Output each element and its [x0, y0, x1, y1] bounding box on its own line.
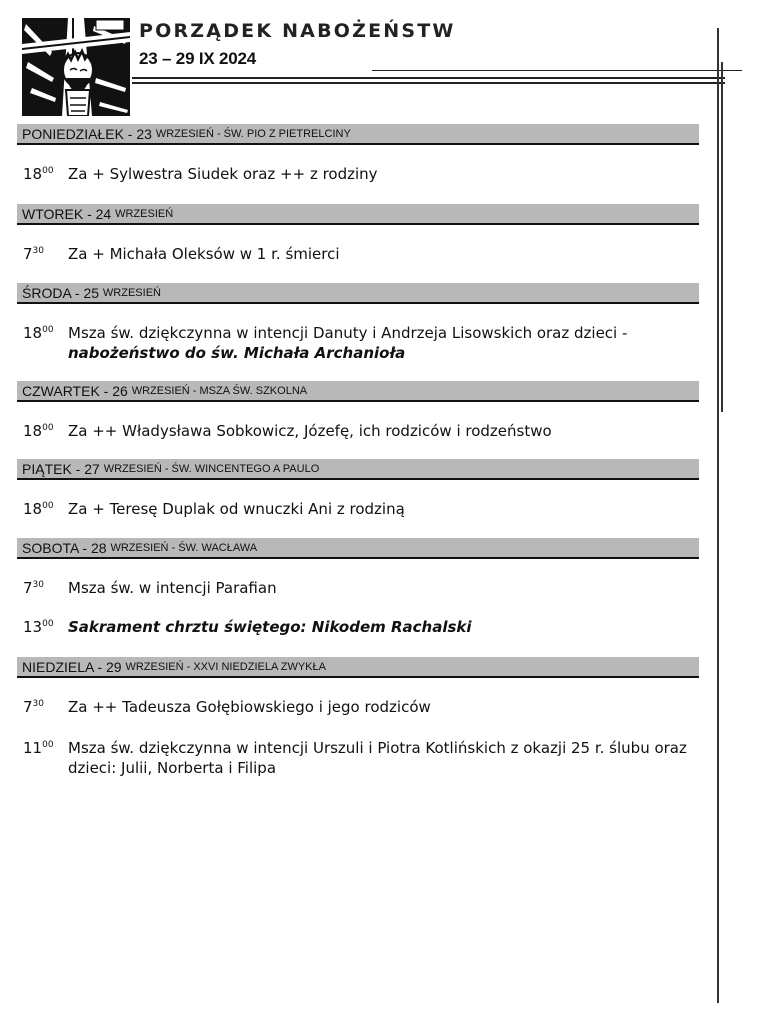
mass-intention: Za + Teresę Duplak od wnuczki Ani z rodziną	[68, 500, 405, 518]
mass-entry	[23, 578, 699, 598]
crucifix-logo	[22, 18, 130, 116]
margin-rule	[721, 62, 723, 412]
mass-entry	[23, 499, 699, 519]
mass-entry	[23, 738, 699, 778]
mass-time: $13^{00}$	[23, 618, 54, 636]
mass-time: $7^{30}$	[23, 245, 44, 263]
margin-rule	[717, 28, 719, 1003]
mass-intention: Za + Michała Oleksów w 1 r. śmierci	[68, 245, 340, 263]
header-rule	[372, 70, 742, 71]
page-title: PORZĄDEK NABOŻEŃSTW	[139, 20, 456, 42]
header-rule	[132, 77, 725, 79]
mass-entry	[23, 164, 699, 184]
day-header-thursday: CZWARTEK - 26 WRZESIEŃ - MSZA ŚW. SZKOLNA	[17, 381, 699, 402]
mass-entry	[23, 323, 699, 363]
mass-intention: Za ++ Władysława Sobkowicz, Józefę, ich rodziców i rodzeństwo	[68, 422, 552, 440]
mass-time: $18^{00}$	[23, 165, 54, 183]
mass-entry	[23, 617, 699, 637]
day-header-wednesday: ŚRODA - 25 WRZESIEŃ	[17, 283, 699, 304]
schedule	[17, 124, 699, 778]
day-header-tuesday: WTOREK - 24 WRZESIEŃ	[17, 204, 699, 225]
mass-time: $18^{00}$	[23, 422, 54, 440]
day-header-friday: PIĄTEK - 27 WRZESIEŃ - ŚW. WINCENTEGO A PAULO	[17, 459, 699, 480]
mass-time: $18^{00}$	[23, 324, 54, 342]
mass-intention: Za ++ Tadeusza Gołębiowskiego i jego rodziców	[68, 698, 431, 716]
date-range: 23 – 29 IX 2024	[139, 49, 257, 68]
mass-time: $18^{00}$	[23, 500, 54, 518]
mass-entry	[23, 244, 699, 264]
mass-intention: Msza św. dziękczynna w intencji Danuty i Andrzeja Lisowskich oraz dzieci - nabożeństwo do św. Michała Archanioła	[68, 324, 628, 362]
mass-time: $7^{30}$	[23, 698, 44, 716]
mass-intention: Msza św. w intencji Parafian	[68, 579, 277, 597]
header-rule	[132, 82, 725, 84]
mass-time: $7^{30}$	[23, 579, 44, 597]
mass-intention: Msza św. dziękczynna w intencji Urszuli i Piotra Kotlińskich z okazji 25 r. ślubu oraz dzieci: Julii, Norberta i Filipa	[68, 739, 687, 777]
devotion-note: nabożeństwo do św. Michała Archanioła	[68, 344, 406, 362]
day-header-saturday: SOBOTA - 28 WRZESIEŃ - ŚW. WACŁAWA	[17, 538, 699, 559]
day-header-monday: PONIEDZIAŁEK - 23 WRZESIEŃ - ŚW. PIO Z PIETRELCINY	[17, 124, 699, 145]
mass-intention: Sakrament chrztu świętego: Nikodem Rachalski	[68, 618, 472, 636]
day-header-sunday: NIEDZIELA - 29 WRZESIEŃ - XXVI NIEDZIELA ZWYKŁA	[17, 657, 699, 678]
mass-entry	[23, 421, 699, 441]
mass-entry	[23, 697, 699, 717]
mass-intention: Za + Sylwestra Siudek oraz ++ z rodziny	[68, 165, 378, 183]
mass-time: $11^{00}$	[23, 739, 54, 757]
